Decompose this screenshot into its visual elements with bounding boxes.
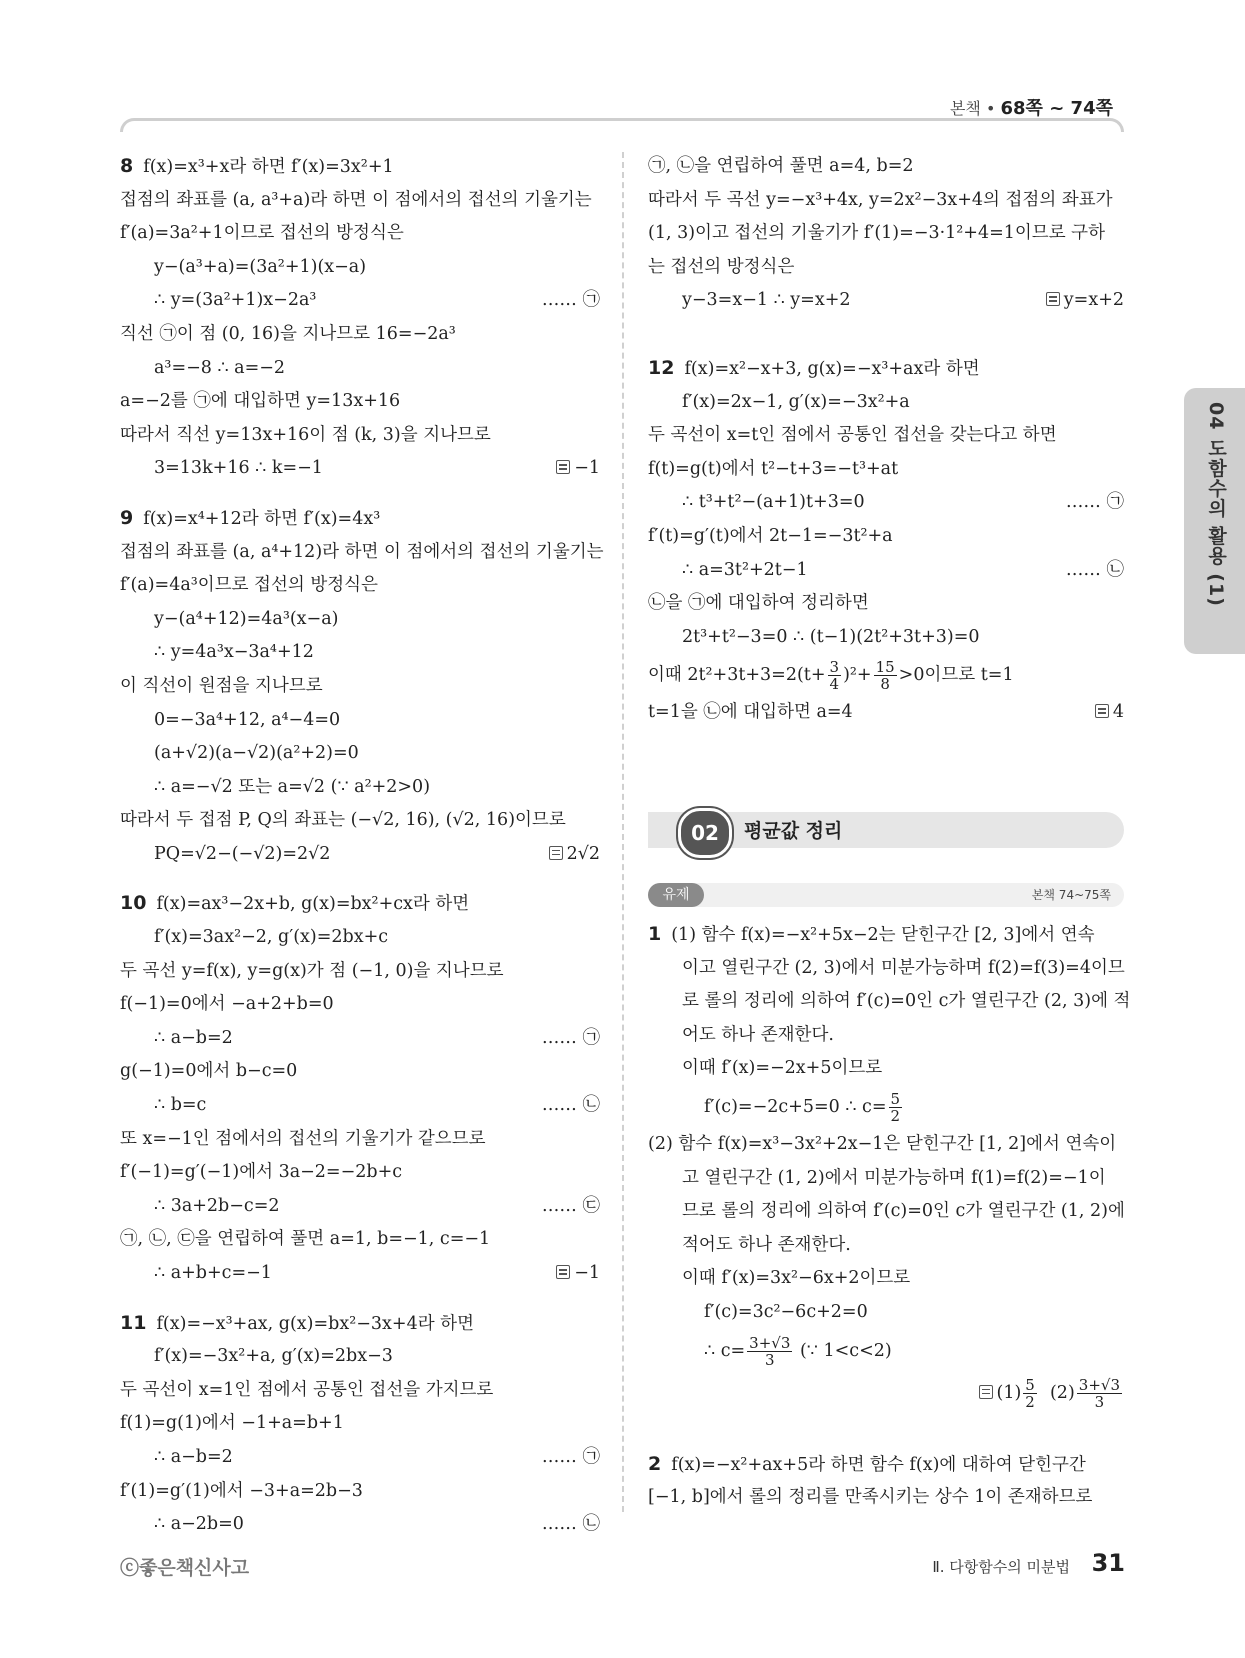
problem-number: 10 [120, 892, 147, 915]
problem-12-line-10 [648, 654, 1124, 696]
fraction [889, 1091, 903, 1124]
fraction-denominator: 3 [1094, 1392, 1105, 1411]
exercise-1-part-1-line-1 [648, 918, 1124, 952]
problem-11-cont-line-1: ㉠, ㉡을 연립하여 풀면 a=4, b=2 [648, 156, 914, 176]
line-text: ∴ b=c [154, 1095, 207, 1116]
problem-12-line-8: ㉡을 ㉠에 대입하여 정리하면 [648, 593, 869, 614]
problem-8-line-4: y−(a³+a)=(3a²+1)(x−a) [154, 256, 367, 277]
problem-12-line-5 [648, 486, 1124, 520]
right-column [648, 150, 1124, 730]
problem-8-line-1 [120, 150, 600, 184]
line-text: 이때 2t²+3t+3=2(t+ [648, 665, 826, 686]
fraction-numerator: 3 [829, 658, 840, 677]
fraction [828, 659, 842, 692]
line-text: f′(c)=−2c+5=0 ∴ c= [704, 1096, 887, 1117]
problem-12-line-6: f′(t)=g′(t)에서 2t−1=−3t²+a [648, 525, 893, 546]
problem-8-line-2: 접점의 좌표를 (a, a³+a)라 하면 이 점에서의 접선의 기울기는 [120, 189, 592, 210]
line-text: t=1을 ㉡에 대입하면 a=4 [648, 702, 853, 723]
exercise-tag: 유제 [648, 883, 704, 907]
equation-mark: …… ㉡ [541, 1095, 600, 1116]
problem-10-line-12 [120, 1257, 600, 1291]
answer-icon [556, 1265, 570, 1279]
line-text: ∴ a=3t²+2t−1 [682, 559, 808, 580]
problem-11-cont-line-4: 는 접선의 방정식은 [648, 256, 795, 277]
exercise-page-ref: 본책 74~75쪽 [1031, 888, 1111, 902]
fraction-numerator: 15 [875, 658, 895, 677]
equation-mark: …… ㉠ [541, 290, 600, 311]
publisher-logo: ⓒ좋은책신사고 [120, 1557, 250, 1579]
exercise-2-line-2: [−1, b]에서 롤의 정리를 만족시키는 상수 1이 존재하므로 [648, 1487, 1093, 1508]
problem-number: 9 [120, 506, 134, 529]
problem-11-cont-line-3: (1, 3)이고 접선의 기울기가 f′(1)=−3·1²+4=1이므로 구하 [648, 223, 1105, 244]
equation-mark: …… ㉡ [1065, 559, 1124, 580]
answer-icon [1046, 292, 1060, 306]
problem-8-line-3: f′(a)=3a²+1이므로 접선의 방정식은 [120, 223, 404, 244]
fraction [1023, 1377, 1037, 1410]
line-text: ∴ a−b=2 [154, 1027, 233, 1048]
line-text: ∴ a−2b=0 [154, 1514, 244, 1535]
answer-icon [556, 460, 570, 474]
problem-8-line-7: a³=−8 ∴ a=−2 [154, 357, 286, 378]
answer-value: 2√2 [566, 843, 600, 864]
line-text: f(x)=x⁴+12라 하면 f′(x)=4x³ [143, 508, 381, 529]
exercise-1-answer [648, 1372, 1124, 1414]
column-divider [622, 152, 624, 1512]
spacer [120, 871, 600, 887]
problem-10-line-1 [120, 887, 600, 921]
problem-9-line-6: 이 직선이 원점을 지나므로 [120, 675, 323, 696]
fraction [874, 659, 897, 692]
equation-mark: …… ㉠ [541, 1446, 600, 1467]
fraction-denominator: 8 [880, 675, 890, 694]
problem-11-line-4: f(1)=g(1)에서 −1+a=b+1 [120, 1413, 344, 1434]
line-text: (1) 함수 f(x)=−x²+5x−2는 닫힌구간 [2, 3]에서 연속 [671, 925, 1095, 945]
line-text: f(x)=x³+x라 하면 f′(x)=3x²+1 [143, 157, 394, 177]
exercise-1-part-2-line-4: 적어도 하나 존재한다. [682, 1234, 851, 1255]
problem-11-cont-line-5 [648, 284, 1124, 318]
exercise-1-part-1-line-6 [648, 1086, 1124, 1128]
answer [556, 1257, 600, 1291]
problem-8-line-9: 따라서 직선 y=13x+16이 점 (k, 3)을 지나므로 [120, 424, 491, 445]
answer-value: −1 [574, 1263, 600, 1283]
exercise-1-part-1-line-2: 이고 열린구간 (2, 3)에서 미분가능하며 f(2)=f(3)=4이므 [682, 957, 1125, 978]
answer [556, 452, 600, 486]
problem-11-line-3: 두 곡선이 x=1인 점에서 공통인 접선을 가지므로 [120, 1379, 494, 1400]
line-text: f(x)=−x²+ax+5라 하면 함수 f(x)에 대하여 닫힌구간 [671, 1454, 1086, 1475]
problem-8-line-6: 직선 ㉠이 점 (0, 16)을 지나므로 16=−2a³ [120, 323, 456, 344]
line-text: f(x)=ax³−2x+b, g(x)=bx²+cx라 하면 [156, 894, 470, 915]
line-text: ∴ y=(3a²+1)x−2a³ [154, 290, 317, 311]
fraction-numerator: 3+√3 [749, 1333, 791, 1352]
answer [549, 838, 600, 872]
header-book-label: 본책 [949, 99, 981, 118]
header-rule [120, 118, 1124, 132]
spacer [120, 486, 600, 502]
problem-number: 8 [120, 155, 134, 177]
line-text: f(x)=−x³+ax, g(x)=bx²−3x+4라 하면 [156, 1313, 474, 1334]
page-number: 31 [1091, 1549, 1125, 1577]
fraction-denominator: 2 [890, 1106, 901, 1125]
problem-10-line-7 [120, 1089, 600, 1123]
answer-value: y=x+2 [1063, 290, 1124, 311]
problem-10-line-11: ㉠, ㉡, ㉢을 연립하여 풀면 a=1, b=−1, c=−1 [120, 1229, 491, 1250]
line-text: >0이므로 t=1 [898, 665, 1014, 686]
problem-number: 11 [120, 1311, 147, 1334]
problem-8-line-5 [120, 284, 600, 318]
exercise-1-part-2-line-1: (2) 함수 f(x)=x³−3x²+2x−1은 닫힌구간 [1, 2]에서 연속이 [648, 1133, 1117, 1154]
problem-9-line-4: y−(a⁴+12)=4a³(x−a) [154, 608, 339, 629]
spacer [120, 1291, 600, 1307]
problem-9-line-2: 접점의 좌표를 (a, a⁴+12)라 하면 이 점에서의 접선의 기울기는 [120, 541, 604, 562]
spacer [648, 1414, 1124, 1448]
problem-8-line-8: a=−2를 ㉠에 대입하면 y=13x+16 [120, 391, 401, 412]
exercise-1-part-2-line-6: f′(c)=3c²−6c+2=0 [704, 1301, 868, 1322]
problem-9-line-9: ∴ a=−√2 또는 a=√2 (∵ a²+2>0) [154, 776, 431, 797]
problem-number: 12 [648, 356, 675, 379]
left-column [120, 150, 604, 1542]
fraction [747, 1335, 792, 1368]
problem-12-line-2: f′(x)=2x−1, g′(x)=−3x²+a [682, 391, 910, 412]
answer-icon [1095, 704, 1109, 718]
problem-11-line-6: f′(1)=g′(1)에서 −3+a=2b−3 [120, 1480, 363, 1501]
exercise-1-part-2-line-3: 므로 롤의 정리에 의하여 f′(c)=0인 c가 열린구간 (1, 2)에 [682, 1201, 1125, 1222]
equation-mark: …… ㉢ [541, 1195, 600, 1216]
answer-value: −1 [574, 458, 600, 479]
chapter-side-tab-label: 04 도함수의 활용 (1) [1205, 402, 1227, 607]
equation-mark: …… ㉠ [1065, 492, 1124, 513]
problem-10-line-6: g(−1)=0에서 b−c=0 [120, 1061, 298, 1082]
equation-mark: …… ㉡ [541, 1514, 600, 1535]
line-text: ∴ a+b+c=−1 [154, 1263, 272, 1283]
problem-12-line-1 [648, 352, 1124, 386]
answer [1095, 696, 1124, 730]
problem-number: 1 [648, 923, 662, 945]
header-page-ref: 본책 • 68쪽 ~ 74쪽 [949, 98, 1113, 119]
answer [1046, 284, 1124, 318]
problem-12-line-11 [648, 696, 1124, 730]
answer-icon [549, 846, 563, 860]
answer-label: (1) [996, 1382, 1022, 1403]
line-text: PQ=√2−(−√2)=2√2 [154, 843, 331, 864]
fraction-numerator: 5 [1025, 1375, 1035, 1394]
answer-value: 4 [1112, 702, 1124, 723]
problem-9-line-5: ∴ y=4a³x−3a⁴+12 [154, 642, 314, 663]
line-text: ∴ t³+t²−(a+1)t+3=0 [682, 492, 865, 513]
line-text: ∴ c= [704, 1340, 746, 1361]
line-text: f(x)=x²−x+3, g(x)=−x³+ax라 하면 [684, 358, 980, 379]
answer-label: (2) [1049, 1382, 1075, 1403]
section-title: 평균값 정리 [744, 820, 843, 842]
problem-10-line-3: 두 곡선 y=f(x), y=g(x)가 점 (−1, 0)을 지나므로 [120, 960, 504, 981]
line-text: (∵ 1<c<2) [794, 1340, 892, 1361]
equation-mark: …… ㉠ [541, 1027, 600, 1048]
exercise-1-part-1-line-4: 어도 하나 존재한다. [682, 1024, 834, 1045]
problem-12-line-7 [648, 554, 1124, 588]
spacer [648, 318, 1124, 352]
problem-9-line-3: f′(a)=4a³이므로 접선의 방정식은 [120, 575, 378, 596]
line-text: ∴ a−b=2 [154, 1446, 233, 1467]
line-text: 3=13k+16 ∴ k=−1 [154, 458, 323, 479]
fraction-numerator: 5 [890, 1089, 901, 1108]
section-number-badge: 02 [678, 808, 732, 858]
exercise-1-part-2-line-5: 이때 f′(x)=3x²−6x+2이므로 [682, 1268, 911, 1289]
fraction-denominator: 4 [829, 675, 840, 694]
problem-12-line-9: 2t³+t²−3=0 ∴ (t−1)(2t²+3t+3)=0 [682, 626, 980, 647]
problem-10-line-2: f′(x)=3ax²−2, g′(x)=2bx+c [154, 927, 389, 948]
fraction-denominator: 3 [765, 1350, 775, 1369]
problem-10-line-10 [120, 1190, 600, 1224]
problem-12-line-4: f(t)=g(t)에서 t²−t+3=−t³+at [648, 458, 899, 479]
line-text: )²+ [843, 665, 872, 686]
exercise-1-part-2-line-7 [648, 1330, 1124, 1372]
exercise-1-part-2-line-2: 고 열린구간 (1, 2)에서 미분가능하며 f(1)=f(2)=−1이 [682, 1167, 1106, 1188]
problem-9-line-1 [120, 502, 600, 536]
problem-11-line-7 [120, 1508, 600, 1542]
problem-9-line-8: (a+√2)(a−√2)(a²+2)=0 [154, 743, 359, 764]
problem-12-line-3: 두 곡선이 x=t인 점에서 공통인 접선을 갖는다고 하면 [648, 425, 1057, 446]
problem-number: 2 [648, 1452, 662, 1475]
problem-9-line-10: 따라서 두 접점 P, Q의 좌표는 (−√2, 16), (√2, 16)이므로 [120, 810, 566, 831]
exercise-2-line-1 [648, 1448, 1124, 1482]
answer-icon [979, 1385, 993, 1399]
header-pages: 68쪽 ~ 74쪽 [1000, 98, 1113, 119]
problem-10-line-5 [120, 1022, 600, 1056]
fraction-denominator: 2 [1025, 1392, 1035, 1411]
fraction [1077, 1377, 1122, 1410]
problem-9-line-11 [120, 838, 600, 872]
line-text: y−3=x−1 ∴ y=x+2 [682, 290, 851, 311]
problem-11-line-2: f′(x)=−3x²+a, g′(x)=2bx−3 [154, 1346, 393, 1367]
footer-chapter: Ⅱ. 다항함수의 미분법 [932, 1558, 1070, 1576]
problem-9-line-7: 0=−3a⁴+12, a⁴−4=0 [154, 709, 341, 730]
problem-11-cont-line-2: 따라서 두 곡선 y=−x³+4x, y=2x²−3x+4의 접점의 좌표가 [648, 189, 1113, 210]
problem-11-line-1 [120, 1307, 600, 1341]
fraction-numerator: 3+√3 [1078, 1375, 1120, 1394]
exercise-1-part-1-line-3: 로 롤의 정리에 의하여 f′(c)=0인 c가 열린구간 (2, 3)에 적 [682, 991, 1131, 1012]
problem-8-line-10 [120, 452, 600, 486]
problem-10-line-4: f(−1)=0에서 −a+2+b=0 [120, 994, 334, 1015]
problem-10-line-9: f′(−1)=g′(−1)에서 3a−2=−2b+c [120, 1162, 403, 1183]
line-text: ∴ 3a+2b−c=2 [154, 1195, 280, 1216]
problem-11-line-5 [120, 1441, 600, 1475]
exercise-1-part-1-line-5: 이때 f′(x)=−2x+5이므로 [682, 1058, 883, 1079]
problem-10-line-8: 또 x=−1인 점에서의 접선의 기울기가 같으므로 [120, 1128, 486, 1149]
exercise-block [648, 918, 1131, 1515]
